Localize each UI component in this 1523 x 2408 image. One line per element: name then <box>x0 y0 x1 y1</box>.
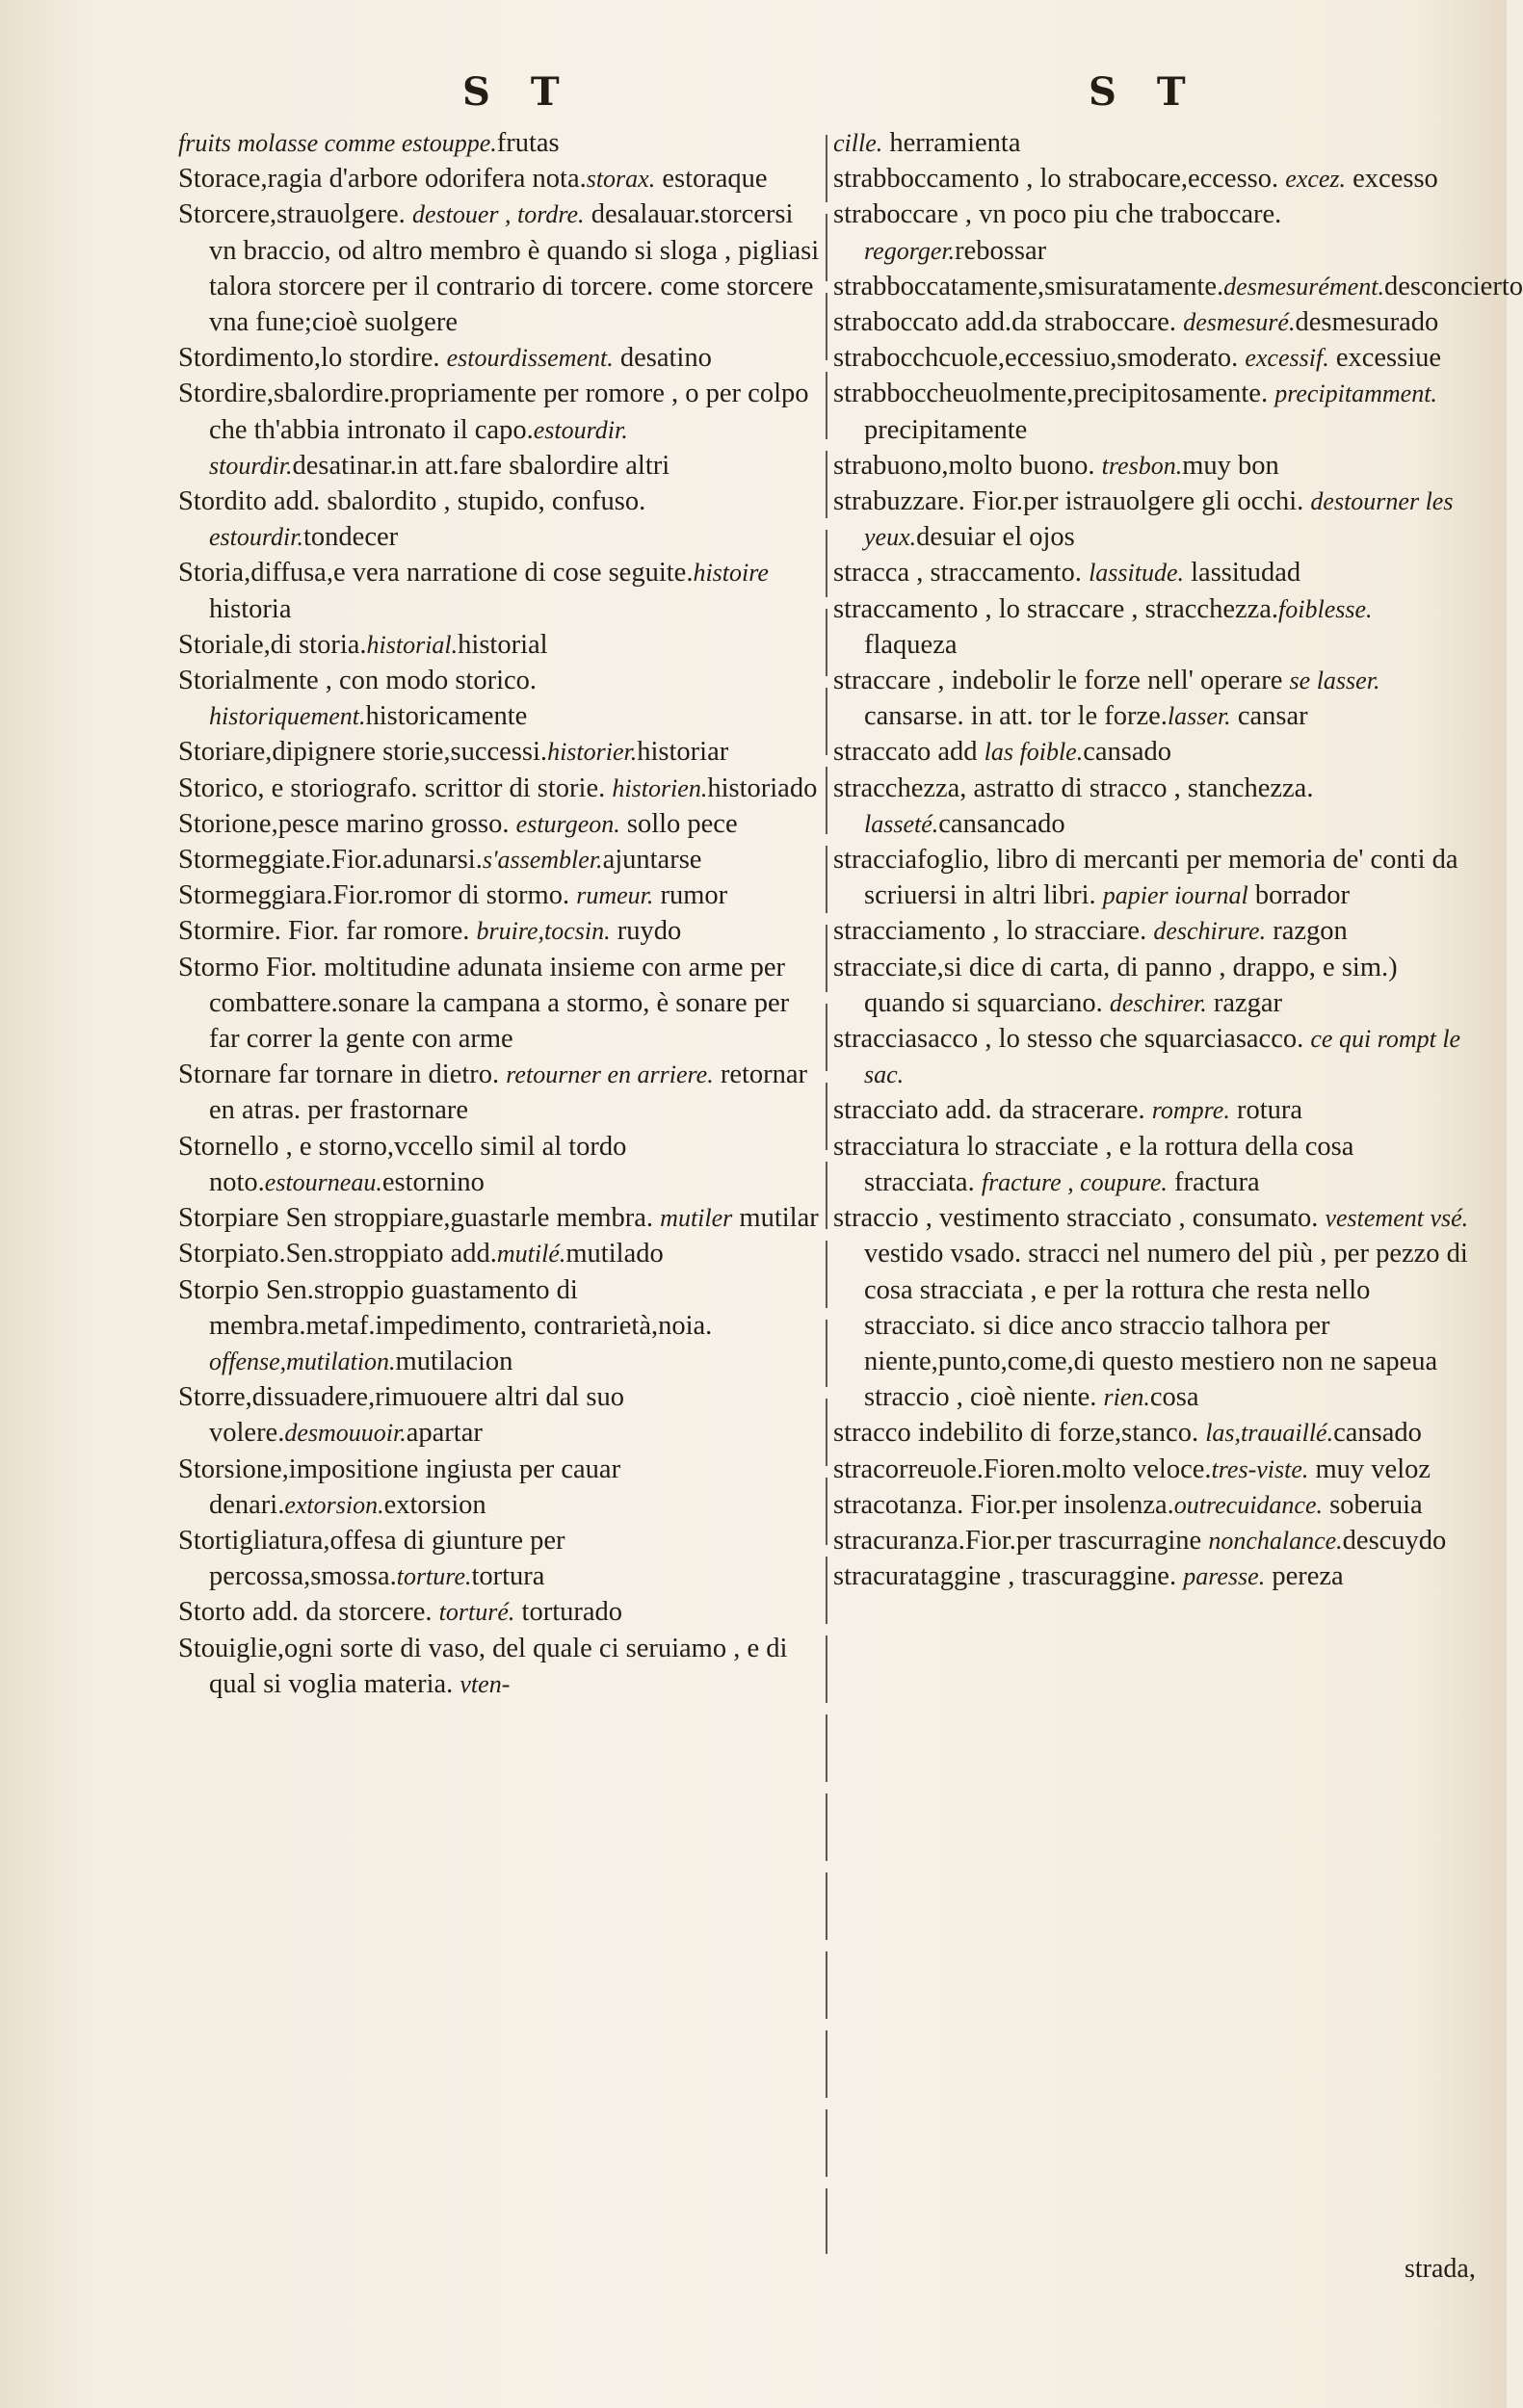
dictionary-entry <box>833 771 1469 842</box>
entry-translation-italic: historiquement. <box>209 702 366 731</box>
entry-translation-italic: mutilé. <box>496 1240 566 1269</box>
entry-text: Stordito add. sbalordito , stupido, confuso. <box>178 486 646 517</box>
dictionary-entry <box>833 340 1469 376</box>
dictionary-entry <box>833 1129 1469 1200</box>
entry-text: Storico, e storiografo. scrittor di storie. <box>178 772 613 803</box>
entry-text: Storsione,impositione ingiusta per cauar denari. <box>178 1453 621 1520</box>
entry-text: Stornare far tornare in dietro. <box>178 1060 507 1090</box>
entry-translation-italic: fracture , coupure. <box>981 1167 1168 1196</box>
entry-text: Storace,ragia d'arbore odorifera nota. <box>178 164 587 195</box>
entry-translation-italic: destouer , tordre. <box>411 200 585 229</box>
entry-text: rumor <box>653 880 728 911</box>
dictionary-entry <box>178 376 822 484</box>
entry-translation-italic: esturgeon. <box>515 809 620 838</box>
entry-translation-italic: extorsion. <box>284 1490 384 1519</box>
entry-text: Stortigliatura,offesa di giunture per percossa,smossa. <box>178 1525 565 1592</box>
entry-translation-italic: outrecuidance. <box>1173 1490 1324 1519</box>
entry-translation-italic: tresbon. <box>1101 451 1183 480</box>
dictionary-entry <box>833 950 1469 1021</box>
entry-text: strabboccamento , lo strabocare,eccesso. <box>833 164 1286 195</box>
entry-text: straccamento , lo straccare , stracchezza. <box>833 593 1279 624</box>
dictionary-entry <box>178 1452 822 1523</box>
entry-text: Stouiglie,ogni sorte di vaso, del quale ci seruiamo , e di qual si voglia materia. <box>178 1633 788 1699</box>
entry-text: stracotanza. Fior.per insolenza. <box>833 1489 1174 1520</box>
dictionary-entry <box>833 161 1469 196</box>
dictionary-entry <box>833 734 1469 770</box>
entry-text: historicamente <box>365 701 528 732</box>
entry-text: Storiare,dipignere storie,successi. <box>178 737 548 768</box>
entry-text: strabboccheuolmente,precipitosamente. <box>833 379 1275 409</box>
running-header-right: S T <box>1089 69 1199 115</box>
entry-text: strabocchcuole,eccessiuo,smoderato. <box>833 343 1246 374</box>
entry-text: Storiale,di storia. <box>178 629 367 660</box>
entry-text: flaqueza <box>864 629 958 660</box>
dictionary-entry <box>833 1092 1469 1128</box>
dictionary-entry <box>833 448 1469 484</box>
entry-translation-italic: lasseté. <box>864 809 939 838</box>
entry-translation-italic: histoire <box>693 559 769 588</box>
entry-translation-italic: historial. <box>366 630 459 659</box>
entry-translation-italic: torture. <box>396 1562 472 1591</box>
entry-translation-italic: historier. <box>547 738 638 767</box>
entry-text: ajuntarse <box>602 845 702 876</box>
dictionary-entry <box>178 161 822 196</box>
entry-translation-italic: desmesuré. <box>1183 308 1296 337</box>
entry-text: historia <box>209 593 292 624</box>
entry-text: desatino <box>613 343 712 374</box>
entry-text: Storia,diffusa,e vera narratione di cose seguite. <box>178 558 694 589</box>
dictionary-entry <box>178 1200 822 1236</box>
entry-text: herramienta <box>882 128 1021 158</box>
entry-text: descuydo <box>1342 1525 1447 1556</box>
entry-translation-italic: estourdir. stourdir. <box>209 415 628 480</box>
dictionary-entry <box>178 627 822 663</box>
entry-text: Stormeggiate.Fior.adunarsi. <box>178 845 483 876</box>
entry-text: cansado <box>1333 1418 1422 1449</box>
entry-translation-italic: estourdissement. <box>446 344 614 373</box>
entry-translation-italic: las,trauaillé. <box>1205 1419 1334 1448</box>
dictionary-entry <box>178 484 822 555</box>
entry-translation-italic: precipitamment. <box>1274 380 1437 408</box>
dictionary-entry <box>833 269 1523 304</box>
entry-text: ruydo <box>610 916 682 947</box>
entry-text: straboccare , vn poco piu che traboccare. <box>833 199 1282 230</box>
dictionary-entry <box>833 376 1469 447</box>
entry-text: Storto add. da storcere. <box>178 1597 439 1628</box>
entry-translation-italic: papier iournal <box>1102 881 1248 910</box>
dictionary-entry <box>178 125 822 161</box>
entry-text: razgar <box>1206 987 1283 1018</box>
dictionary-entry <box>833 555 1469 590</box>
entry-text: historiar <box>637 737 729 768</box>
entry-translation-italic: se lasser. <box>1289 667 1380 695</box>
dictionary-entry <box>833 125 1469 161</box>
column-divider <box>826 135 827 2254</box>
entry-text: lassitudad <box>1184 558 1301 589</box>
dictionary-entry <box>178 196 822 340</box>
entry-translation-italic: torturé. <box>438 1598 515 1627</box>
entry-text: Storialmente , con modo storico. <box>178 666 538 696</box>
entry-text: Storpiato.Sen.stroppiato add. <box>178 1239 497 1269</box>
dictionary-entry <box>833 1558 1469 1594</box>
running-header-left: S T <box>462 69 573 115</box>
entry-text: Storre,dissuadere,rimuouere altri dal suo volere. <box>178 1382 624 1449</box>
entry-text: stracco indebilito di forze,stanco. <box>833 1418 1206 1449</box>
entry-text: Stormeggiara.Fior.romor di stormo. <box>178 880 577 911</box>
entry-text: Stordire,sbalordire.propriamente per romore , o per colpo che th'abbia intronato il capo. <box>178 379 809 445</box>
dictionary-entry <box>178 913 822 949</box>
entry-text: Stormire. Fior. far romore. <box>178 916 477 947</box>
entry-translation-italic: vten- <box>460 1669 511 1698</box>
entry-text: stracuranza.Fior.per trascurragine <box>833 1525 1209 1556</box>
right-column <box>833 125 1523 1594</box>
entry-translation-italic: ce qui rompt le sac. <box>864 1025 1461 1089</box>
entry-text: fractura <box>1167 1166 1260 1197</box>
entry-text: muy veloz <box>1308 1453 1431 1484</box>
entry-translation-italic: historien. <box>612 773 708 802</box>
entry-translation-italic: estourneau. <box>264 1167 382 1196</box>
entry-translation-italic: s'assembler. <box>482 846 603 875</box>
entry-text: estoraque <box>655 164 768 195</box>
entry-text: strabuzzare. Fior.per istrauolgere gli occhi. <box>833 486 1311 517</box>
entry-translation-italic: regorger. <box>864 236 956 265</box>
entry-translation-italic: foiblesse. <box>1278 594 1373 623</box>
dictionary-entry <box>178 842 822 877</box>
entry-text: desconcierto <box>1383 271 1523 301</box>
entry-translation-italic: nonchalance. <box>1208 1526 1343 1555</box>
entry-text: torturado <box>514 1597 622 1628</box>
entry-translation-italic: rompre. <box>1151 1096 1230 1125</box>
entry-text: Storcere,strauolgere. <box>178 199 412 230</box>
dictionary-entry <box>833 1487 1469 1523</box>
entry-text: Storione,pesce marino grosso. <box>178 808 516 839</box>
entry-text: stracciafoglio, libro di mercanti per memoria de' conti da scriuersi in altri libri. <box>833 845 1458 911</box>
entry-translation-italic: offense,mutilation. <box>209 1347 396 1375</box>
entry-text: rebossar <box>955 235 1047 266</box>
entry-text: rotura <box>1229 1095 1303 1126</box>
dictionary-entry <box>178 771 822 806</box>
entry-text: Stordimento,lo stordire. <box>178 343 447 374</box>
dictionary-entry <box>178 555 822 626</box>
entry-translation-italic: rien. <box>1103 1383 1150 1412</box>
entry-text: strabuono,molto buono. <box>833 450 1102 481</box>
entry-text: stracciasacco , lo stesso che squarciasacco. <box>833 1024 1311 1055</box>
catchword: strada, <box>1405 2254 1476 2284</box>
dictionary-entry <box>178 340 822 376</box>
dictionary-entry <box>833 591 1469 663</box>
entry-translation-italic: lassitude. <box>1089 559 1185 588</box>
entry-text: stracca , straccamento. <box>833 558 1090 589</box>
dictionary-entry <box>178 1057 822 1128</box>
entry-text: historiado <box>707 772 818 803</box>
entry-translation-italic: excessif. <box>1245 344 1329 373</box>
entry-text: cansarse. in att. tor le forze. <box>864 701 1168 732</box>
entry-text: historial <box>458 629 548 660</box>
entry-text: straboccato add.da straboccare. <box>833 307 1184 338</box>
entry-translation-italic: rumeur. <box>576 881 654 910</box>
entry-translation-italic: estourdir. <box>209 523 303 552</box>
entry-text: stracciate,si dice di carta, di panno , drappo, e sim.) quando si squarciano. <box>833 952 1398 1018</box>
entry-text: pereza <box>1265 1561 1344 1592</box>
dictionary-entry <box>833 842 1469 913</box>
entry-text: strabboccatamente,smisuratamente. <box>833 271 1224 301</box>
entry-translation-italic: mutiler <box>660 1204 733 1233</box>
entry-text: stracorreuole.Fioren.molto veloce. <box>833 1453 1212 1484</box>
dictionary-entry <box>833 913 1469 949</box>
dictionary-entry <box>178 1379 822 1451</box>
dictionary-entry <box>833 663 1469 734</box>
dictionary-entry <box>178 1236 822 1271</box>
entry-text: Stornello , e storno,vccello simil al tordo noto. <box>178 1131 627 1197</box>
entry-translation-italic: excez. <box>1285 165 1347 194</box>
entry-text: stracciatura lo stracciate , e la rottura della cosa stracciata. <box>833 1131 1354 1197</box>
dictionary-entry <box>833 304 1469 340</box>
dictionary-entry <box>178 1594 822 1630</box>
entry-text: stracchezza, astratto di stracco , stanchezza. <box>833 772 1314 803</box>
dictionary-entry <box>833 1021 1469 1092</box>
entry-text: muy bon <box>1182 450 1279 481</box>
entry-translation-italic: deschirure. <box>1153 917 1267 946</box>
entry-text: Storpio Sen.stroppio guastamento di membra.metaf.impedimento, contrarietà,noia. <box>178 1274 713 1341</box>
entry-text: razgon <box>1266 916 1348 947</box>
entry-text: excessiue <box>1328 343 1442 374</box>
entry-text: stracciato add. da stracerare. <box>833 1095 1152 1126</box>
entry-text: extorsion <box>383 1489 486 1520</box>
entry-text: borrador <box>1247 880 1350 911</box>
entry-text: cansado <box>1083 737 1172 768</box>
entry-translation-italic: bruire,tocsin. <box>476 917 611 946</box>
entry-translation-italic: retourner en arriere. <box>506 1060 714 1089</box>
dictionary-entry <box>178 1129 822 1200</box>
entry-text: sollo pece <box>619 808 738 839</box>
entry-translation-italic: vestement vsé. <box>1325 1204 1469 1233</box>
dictionary-entry <box>178 1523 822 1594</box>
dictionary-entry <box>178 877 822 913</box>
entry-text: straccio , vestimento stracciato , consumato. <box>833 1203 1326 1234</box>
entry-text: mutilar <box>732 1203 819 1234</box>
entry-text: cosa <box>1149 1382 1199 1413</box>
entry-translation-italic: destourner les yeux. <box>864 487 1454 552</box>
entry-text: desmesurado <box>1295 307 1439 338</box>
entry-translation-italic: deschirer. <box>1109 988 1207 1017</box>
dictionary-entry <box>178 663 822 734</box>
entry-translation-italic: desmesurément. <box>1223 272 1384 301</box>
entry-text: frutas <box>496 128 560 158</box>
entry-translation-italic: tres-viste. <box>1211 1454 1309 1483</box>
entry-translation-italic: las foible. <box>984 738 1084 767</box>
dictionary-entry <box>178 950 822 1058</box>
entry-text: stracciamento , lo stracciare. <box>833 916 1154 947</box>
entry-translation-italic: desmouuoir. <box>284 1419 407 1448</box>
entry-translation-italic: lasser. <box>1167 702 1231 731</box>
dictionary-entry <box>833 1452 1469 1487</box>
dictionary-entry <box>833 196 1469 268</box>
dictionary-entry <box>833 484 1469 555</box>
dictionary-entry <box>178 734 822 770</box>
dictionary-entry <box>178 1272 822 1380</box>
entry-text: tondecer <box>303 522 399 553</box>
dictionary-entry <box>833 1523 1469 1558</box>
entry-text: desuiar el ojos <box>916 522 1075 553</box>
entry-text: vestido vsado. stracci nel numero del più , per pezzo di cosa stracciata , e per la rottura che resta nello stracciato. si dice anco straccio talhora per niente,punto,come,di questo mestiero non ne sapeua straccio , cioè niente. <box>864 1239 1468 1413</box>
entry-text: mutilacion <box>395 1346 513 1376</box>
entry-translation-italic: cille. <box>833 129 883 157</box>
entry-text: cansar <box>1230 701 1308 732</box>
entry-text: Storpiare Sen stroppiare,guastarle membra. <box>178 1203 661 1234</box>
entry-text: desalauar.storcersi vn braccio, od altro membro è quando si sloga , pigliasi talora storcere per il contrario di torcere. come storcere vna fune;cioè suolgere <box>209 199 820 338</box>
dictionary-entry <box>178 1631 822 1702</box>
entry-text: apartar <box>406 1418 483 1449</box>
entry-text: desatinar.in att.fare sbalordire altri <box>292 450 670 481</box>
entry-text: mutilado <box>565 1239 664 1269</box>
entry-text: soberuia <box>1323 1489 1423 1520</box>
entry-text: excesso <box>1346 164 1438 195</box>
entry-text: retornar en atras. per frastornare <box>209 1060 808 1126</box>
entry-text: straccare , indebolir le forze nell' operare <box>833 666 1290 696</box>
entry-translation-italic: fruits molasse comme estouppe. <box>178 129 497 157</box>
entry-text: estornino <box>381 1166 485 1197</box>
entry-text: Stormo Fior. moltitudine adunata insieme con arme per combattere.sonare la campana a stormo, è sonare per far correr la gente con arme <box>178 952 790 1055</box>
entry-text: tortura <box>471 1561 545 1592</box>
entry-text: straccato add <box>833 737 985 768</box>
entry-text: cansancado <box>938 808 1065 839</box>
entry-translation-italic: paresse. <box>1183 1562 1266 1591</box>
entry-translation-italic: storax. <box>586 165 656 194</box>
dictionary-entry <box>178 806 822 842</box>
left-column <box>178 125 822 1702</box>
dictionary-entry <box>833 1200 1469 1415</box>
entry-text: stracurataggine , trascuraggine. <box>833 1561 1184 1592</box>
dictionary-entry <box>833 1415 1469 1451</box>
entry-text: precipitamente <box>864 414 1028 445</box>
